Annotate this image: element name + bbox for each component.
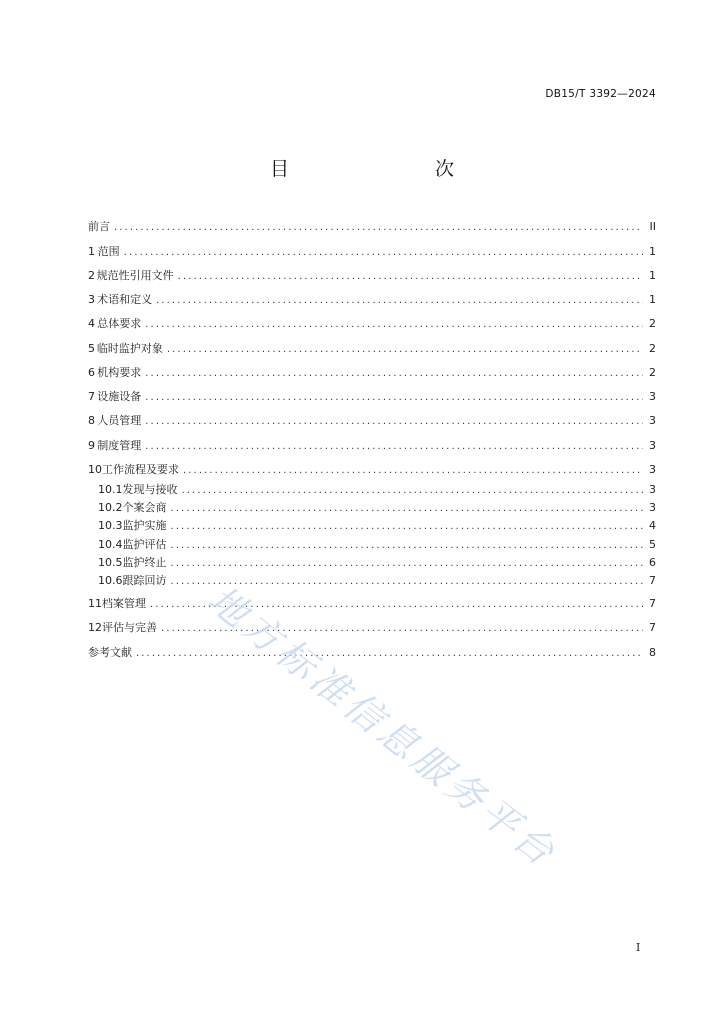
toc-entry[interactable] (98, 482, 656, 498)
toc-entry-page: 3 (649, 501, 656, 514)
toc-entry-label: 设施设备 (97, 390, 142, 403)
toc-entry-label: 总体要求 (97, 317, 142, 330)
toc-entry-number: 12 (88, 621, 102, 634)
toc-entry-label: 档案管理 (102, 597, 146, 610)
toc-entry-number: 4 (88, 317, 95, 330)
dot-leader (124, 245, 643, 261)
toc-entry-page: 7 (649, 574, 656, 587)
toc-entry[interactable] (98, 537, 656, 553)
toc-entry[interactable] (98, 555, 656, 571)
toc-entry-page: 3 (649, 414, 656, 427)
toc-entry[interactable] (88, 219, 656, 235)
dot-leader (178, 269, 643, 285)
toc-entry-label: 工作流程及要求 (102, 463, 179, 476)
toc-entry-number: 2 (88, 269, 95, 282)
toc-entry-label: 发现与接收 (122, 483, 178, 496)
toc-entry-number: 1 (88, 245, 95, 258)
watermark: 地方标准信息服务平台 (199, 577, 566, 877)
toc-entry[interactable] (88, 438, 656, 454)
toc-entry-number: 3 (88, 293, 95, 306)
toc-entry-number: 10.4 (98, 538, 123, 551)
toc-entry-page: 4 (649, 519, 656, 532)
toc-entry[interactable] (88, 645, 656, 661)
toc-entry-page: 1 (649, 293, 656, 306)
toc-entry-page: 3 (649, 463, 656, 476)
toc-entry-number: 9 (88, 439, 95, 452)
toc-entry-page: 2 (649, 366, 656, 379)
dot-leader (182, 483, 644, 499)
toc-entry[interactable] (88, 596, 656, 612)
dot-leader (136, 646, 643, 662)
toc-entry[interactable] (88, 365, 656, 381)
toc-entry-number: 7 (88, 390, 95, 403)
toc-entry-page: 2 (649, 317, 656, 330)
toc-entry-page: 2 (649, 342, 656, 355)
toc-entry-number: 10.6 (98, 574, 123, 587)
toc-entry-page: 7 (649, 621, 656, 634)
toc-entry-number: 5 (88, 342, 95, 355)
toc-entry-number: 10.5 (98, 556, 123, 569)
toc-entry-page: 3 (649, 439, 656, 452)
toc-entry-label: 术语和定义 (97, 293, 153, 306)
toc-entry[interactable] (88, 341, 656, 357)
toc-entry-page: II (649, 220, 656, 233)
toc-entry-page: 1 (649, 269, 656, 282)
toc-entry-number: 10.3 (98, 519, 123, 532)
toc-entry[interactable] (88, 413, 656, 429)
toc-entry[interactable] (88, 316, 656, 332)
dot-leader (114, 220, 643, 236)
toc-entry-label: 评估与完善 (102, 621, 157, 634)
toc-entry-number: 10.1 (98, 483, 123, 496)
page-number: I (636, 941, 641, 954)
toc-entry-number: 6 (88, 366, 95, 379)
toc-entry-label: 规范性引用文件 (96, 269, 174, 282)
toc-entry[interactable] (98, 500, 656, 516)
toc-entry[interactable] (88, 268, 656, 284)
toc-entry-label: 临时监护对象 (96, 342, 163, 355)
toc-entry-page: 3 (649, 390, 656, 403)
toc-entry[interactable] (88, 292, 656, 308)
dot-leader (145, 414, 643, 430)
dot-leader (183, 463, 643, 479)
toc-entry[interactable] (98, 573, 656, 589)
toc-entry-label: 监护终止 (122, 556, 167, 569)
toc-entry-label: 机构要求 (97, 366, 142, 379)
toc-entry-page: 5 (649, 538, 656, 551)
dot-leader (156, 293, 643, 309)
dot-leader (167, 342, 643, 358)
toc-entry[interactable] (98, 518, 656, 534)
toc-entry-label: 个案会商 (122, 501, 167, 514)
toc-entry-page: 8 (649, 646, 656, 659)
toc-entry-label: 参考文献 (88, 646, 132, 659)
dot-leader (145, 390, 643, 406)
dot-leader (171, 519, 644, 535)
dot-leader (145, 366, 643, 382)
toc-entry[interactable] (88, 620, 656, 636)
toc-entry-label: 监护实施 (122, 519, 167, 532)
toc-entry-page: 3 (649, 483, 656, 496)
standard-code: DB15/T 3392—2024 (545, 88, 656, 100)
toc-entry-label: 跟踪回访 (122, 574, 167, 587)
toc-entry-page: 6 (649, 556, 656, 569)
toc-entry-number: 10 (88, 463, 102, 476)
toc-entry-label: 范围 (97, 245, 120, 258)
dot-leader (171, 501, 644, 517)
toc-entry[interactable] (88, 244, 656, 260)
dot-leader (171, 556, 644, 572)
dot-leader (145, 439, 643, 455)
dot-leader (145, 317, 643, 333)
toc-entry-page: 7 (649, 597, 656, 610)
toc-entry-label: 制度管理 (97, 439, 142, 452)
toc-entry[interactable] (88, 462, 656, 478)
toc-entry[interactable] (88, 389, 656, 405)
dot-leader (171, 538, 644, 554)
toc-entry-number: 8 (88, 414, 95, 427)
toc-entry-number: 11 (88, 597, 102, 610)
page-title: 目 次 (269, 158, 490, 180)
toc-entry-label: 前言 (88, 220, 110, 233)
toc-entry-number: 10.2 (98, 501, 123, 514)
toc-entry-label: 人员管理 (97, 414, 142, 427)
toc-entry-page: 1 (649, 245, 656, 258)
toc-entry-label: 监护评估 (122, 538, 167, 551)
